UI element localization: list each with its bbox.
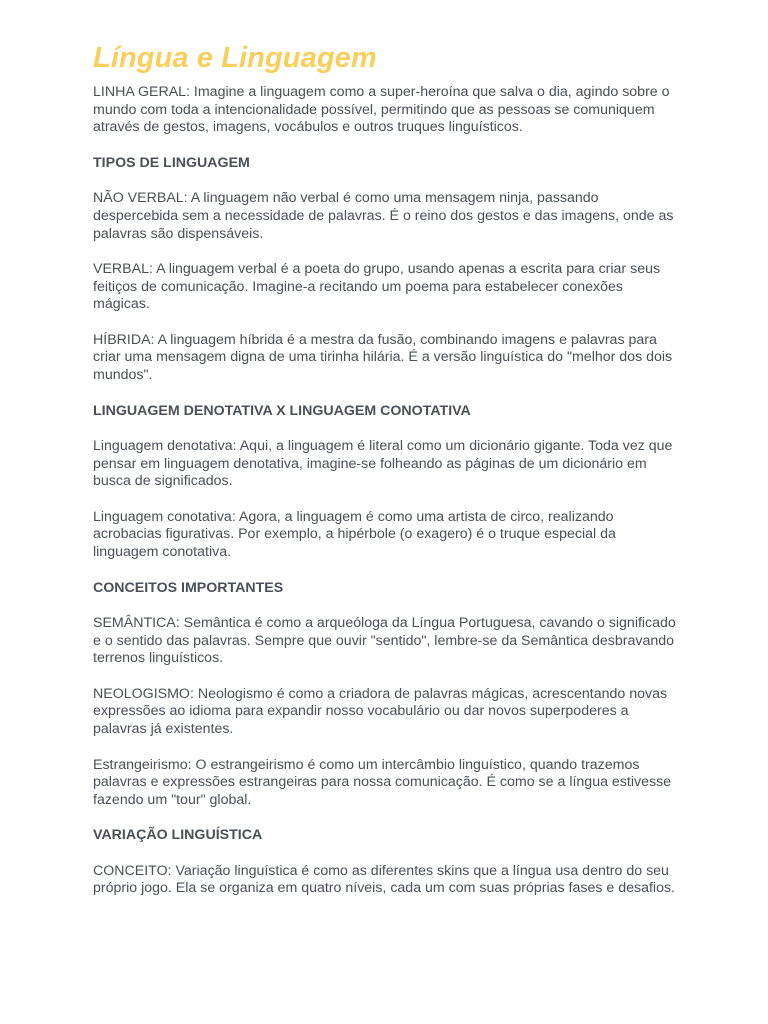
document-page [93, 40, 683, 916]
section-heading-denotativa-conotativa: LINGUAGEM DENOTATIVA X LINGUAGEM CONOTATIVA [93, 402, 471, 419]
paragraph-estrangeirismo: Estrangeirismo: O estrangeirismo é como um intercâmbio linguístico, quando trazemos palavras e expressões estrangeiras para nossa comunicação. É como se a língua estivesse fazendo um "tour" global. [93, 756, 672, 808]
paragraph-nao-verbal: NÃO VERBAL: A linguagem não verbal é como uma mensagem ninja, passando despercebida sem a necessidade de palavras. É o reino dos gestos e das imagens, onde as palavras são dispensáveis. [93, 190, 674, 242]
paragraph-conotativa: Linguagem conotativa: Agora, a linguagem é como uma artista de circo, realizando acrobacias figurativas. Por exemplo, a hipérbole (o exagero) é o truque especial da linguagem conotativa. [93, 508, 616, 561]
paragraph-verbal: VERBAL: A linguagem verbal é a poeta do grupo, usando apenas a escrita para criar seus feitiços de comunicação. Imagine-a recitando um poema para estabelecer conexões mágicas. [93, 260, 661, 313]
paragraph-hibrida: HÍBRIDA: A linguagem híbrida é a mestra da fusão, combinando imagens e palavras para criar uma mensagem digna de uma tirinha hilária. É a versão linguística do "melhor dos dois mundos". [93, 331, 673, 384]
paragraph-semantica: SEMÂNTICA: Semântica é como a arqueóloga da Língua Portuguesa, cavando o significado e o sentido das palavras. Sempre que ouvir "sentido", lembre-se da Semântica desbravando terrenos linguísticos. [93, 614, 676, 667]
paragraph-linha-geral: LINHA GERAL: Imagine a linguagem como a super-heroína que salva o dia, agindo sobre o mundo com toda a intencionalidade possível, permitindo que as pessoas se comuniquem através de gestos, imagens, vocábulos e outros truques linguísticos. [93, 84, 670, 136]
paragraph-conceito: CONCEITO: Variação linguística é como as diferentes skins que a língua usa dentro do seu próprio jogo. Ela se organiza em quatro níveis, cada um com suas próprias fases e desafios. [93, 862, 675, 897]
page-title: Língua e Linguagem [93, 42, 377, 74]
section-heading-variacao-linguistica: VARIAÇÃO LINGUÍSTICA [93, 827, 263, 844]
section-heading-conceitos-importantes: CONCEITOS IMPORTANTES [93, 579, 284, 596]
section-heading-tipos-de-linguagem: TIPOS DE LINGUAGEM [93, 154, 250, 171]
paragraph-neologismo: NEOLOGISMO: Neologismo é como a criadora de palavras mágicas, acrescentando novas expressões ao idioma para expandir nosso vocabulário ou dar novos superpoderes a palavras já existentes. [93, 685, 668, 738]
paragraph-denotativa: Linguagem denotativa: Aqui, a linguagem é literal como um dicionário gigante. Toda vez que pensar em linguagem denotativa, imagine-se folheando as páginas de um dicionário em busca de significados. [93, 437, 673, 490]
